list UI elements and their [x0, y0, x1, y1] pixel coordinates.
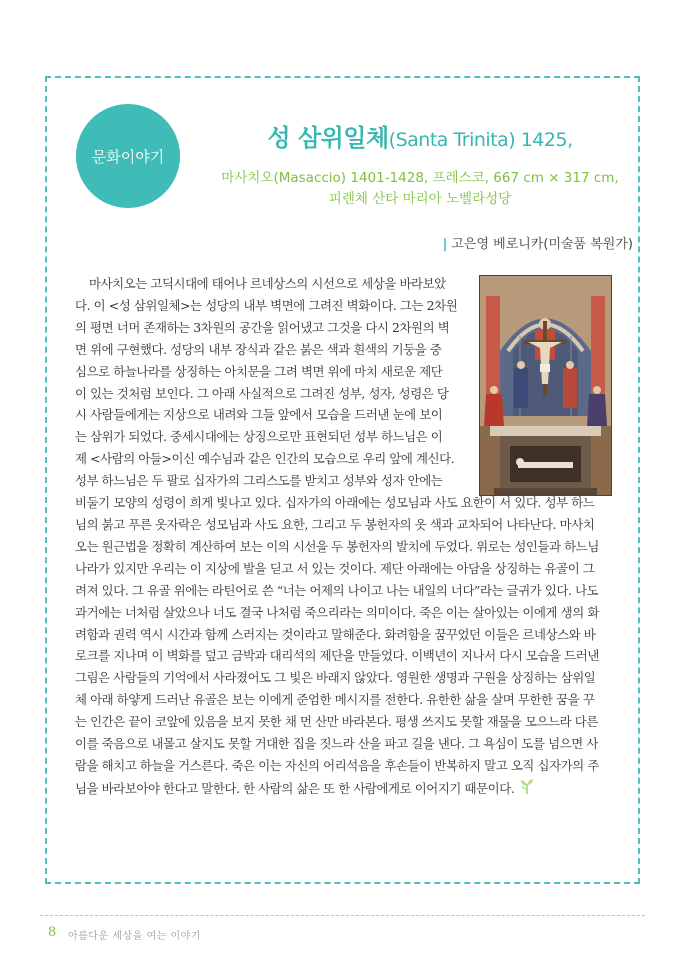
body-line-text: 님을 바라보아야 한다고 말한다. 한 사람의 삶은 또 한 사람에게로 이어지기 때문이다. [75, 780, 515, 796]
page-number: 8 [48, 925, 57, 940]
body-line: 성부 하느님은 두 팔로 십자가의 그리스도를 받치고 성부와 성자 안에는 [75, 473, 443, 489]
body-line: 로크를 지나며 이 벽화를 덮고 금박과 대리석의 제단을 만들었다. 이백년이 지나서 다시 모습을 드러낸 [75, 648, 599, 664]
category-badge [76, 104, 180, 208]
body-line: 는 인간은 끝이 코앞에 있음을 보지 못한 채 먼 산만 바라본다. 평생 쓰지도 못할 재물을 모으느라 다른 [75, 714, 598, 730]
body-line: 의 평면 너머 존재하는 3차원의 공간을 읽어냈고 그것을 다시 2차원의 벽 [75, 319, 450, 335]
body-line: 나라가 있지만 우리는 이 지상에 발을 딛고 서 있는 것이다. 제단 아래에는 아담을 상징하는 유골이 그 [75, 560, 595, 576]
body-line: 이 있는 것처럼 보인다. 그 아래 사실적으로 그려진 성부, 성자, 성령은 당 [75, 385, 449, 401]
title-korean: 성 삼위일체 [267, 124, 389, 152]
article-body [75, 273, 613, 802]
footer-title: 아름다운 세상을 여는 이야기 [68, 931, 201, 942]
title-main [200, 118, 640, 153]
footer-divider [40, 915, 645, 916]
body-line: 람을 해치고 하늘을 거스른다. 죽은 이는 자신의 어리석음을 후손들이 반복하지 말고 오직 십자가의 주 [75, 757, 599, 773]
body-line: 그림은 사람들의 기억에서 사라졌어도 그 빛은 바래지 않았다. 영원한 생명과 구원을 상징하는 삼위일 [75, 670, 596, 686]
body-line: 려함과 권력 역시 시간과 함께 스러지는 것이라고 말해준다. 화려함을 꿈꾸었던 이들은 르네상스와 바 [75, 626, 596, 642]
body-line: 시 사람들에게는 지상으로 내려와 그들 앞에서 모습을 드러낸 눈에 보이 [75, 407, 443, 423]
body-line: 다. 이 <성 삼위일체>는 성당의 내부 벽면에 그려진 벽화이다. 그는 2차원 [75, 297, 458, 313]
title-latin: (Santa Trinita) 1425, [388, 129, 573, 151]
body-line: 려져 있다. 그 유골 위에는 라틴어로 쓴 “너는 어제의 나이고 나는 내일의 너다”라는 글귀가 있다. 나도 [75, 582, 599, 598]
body-line: 이를 죽음으로 내몰고 살지도 못할 거대한 집을 짓느라 산을 파고 길을 낸다. 그 욕심이 도를 넘으면 사 [75, 736, 598, 752]
article-subtitle [190, 168, 650, 210]
sprout-icon [518, 777, 536, 802]
body-line: 제 <사람의 아들>이신 예수님과 같은 인간의 모습으로 우리 앞에 계신다. [75, 451, 455, 467]
body-line: 면 위에 구현했다. 성당의 내부 장식과 같은 붉은 색과 흰색의 기둥을 중 [75, 341, 442, 357]
author-credit [443, 233, 633, 252]
category-badge-label: 문화이야기 [91, 147, 165, 166]
article-title [200, 118, 640, 153]
author-bar: | [442, 237, 448, 252]
subtitle-line-2: 피렌체 산타 마리아 노벨라성당 [328, 191, 512, 207]
body-line: 오는 원근법을 정확히 계산하여 보는 이의 시선을 두 봉헌자의 발치에 두었다. 위로는 성인들과 하느님 [75, 538, 599, 554]
body-line: 심으로 하늘나라를 상징하는 아치문을 그려 벽면 위에 마치 새로운 제단 [75, 363, 443, 379]
body-line: 비둘기 모양의 성령이 희게 빛나고 있다. 십자가의 아래에는 성모님과 사도 요한이 서 있다. 성부 하느 [75, 495, 595, 511]
body-line: 체 아래 하얗게 드러난 유골은 보는 이에게 준엄한 메시지를 전한다. 유한한 삶을 살며 무한한 꿈을 꾸 [75, 692, 595, 708]
body-line: 님의 붉고 푸른 옷자락은 성모님과 사도 요한, 그리고 두 봉헌자의 옷 색과 교차되어 나타난다. 마사치 [75, 516, 595, 532]
body-line: 마사치오는 고딕시대에 태어나 르네상스의 시선으로 세상을 바라보았 [89, 276, 446, 291]
body-line: 는 삼위가 되었다. 중세시대에는 상징으로만 표현되던 성부 하느님은 이 [75, 429, 443, 445]
body-line-last [75, 777, 613, 802]
subtitle-line-1: 마사치오(Masaccio) 1401-1428, 프레스코, 667 cm × 317 cm, [221, 170, 619, 186]
author-name: 고은영 베로니카(미술품 복원가) [451, 237, 633, 252]
body-line: 과거에는 너처럼 살았으나 너도 결국 나처럼 죽으리라는 의미이다. 죽은 이는 살아있는 이에게 생의 화 [75, 604, 599, 620]
